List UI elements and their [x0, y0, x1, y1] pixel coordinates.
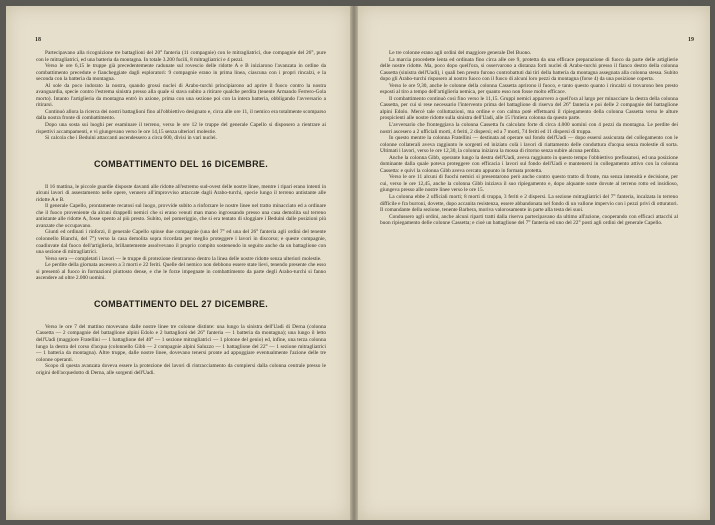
book-gutter — [350, 6, 358, 520]
right-paragraph: Condussero agli ordini, anche alcuni riparti tratti dalla riserva partecipavano da ultimo all'azione, cooperando con efficaci attacchi al buon ripiegamento delle colonne Cassetta; e cioè un battaglione del 7° fanteria ed uno del 22° posti agli ordini del generale Capello. — [380, 213, 678, 227]
left-paragraph: Si calcola che i Beduini attaccanti ascendessero a circa 600, divisi in vari nuclei. — [45, 135, 217, 142]
right-text-column — [380, 50, 678, 227]
section2-paragraph: Scopo di questa avanzata doveva essere la protezione dei lavori di rintracciamento da compiersi dalla colonna centrale presso le origini dell'acquedotto di Derna, alle sorgenti dell'Uadi. — [36, 363, 326, 376]
left-paragraph: Dopo una sosta sui luoghi per esaminare il terreno, verso le ore 12 le truppe del generale Capello si disposero a rientrare ai rispettivi accampamenti, e vi giungevano verso le ore 14,15 senza ulteriori molestie. — [36, 122, 326, 135]
right-paragraph: Verso le ore 9,30, anche le colonne della colonna Cassetta aprirono il fuoco, e tanto questo quanto i rincalzi si trovarono ben presto esposti al tiro a tempo dell'artiglieria nemica, per quanto esso non fosse molto efficace. — [380, 82, 678, 96]
section1-paragraph: Verso sera — completati i lavori — le truppe di protezione rientrarono dentro la linea delle nostre ridotte senza ulteriori molestie. — [45, 255, 322, 262]
section1-paragraph: Il 16 mattina, le piccole guardie disposte davanti alle ridotte all'estremo sud-ovest delle nostre linee, mentre i ripari erano intenti in alcuni lavori di assestamento nelle opere, vennero all'improvviso attaccate dagli Arabo-turchi, specie lungo il terreno antistante alle ridotte A e B. — [36, 183, 326, 203]
right-paragraph: Anche la colonna Gibb, operante lungo la destra dell'Uadi, aveva raggiunto in questo tempo l'obbiettivo prefissatosi, ed una posizione dominante dalla quale poteva proteggere con efficacia i lavori sul fondo dell'Uadi e mantenersi in collegamento attivo con la colonna Cassetta: e quivi la colonna Gibb aveva cercato appunto in formata protetta. — [380, 154, 678, 174]
left-paragraph: Al sole da poco indorato la nostra, quando grossi nuclei di Arabo-turchi principiarono ad aprire il fuoco contro la nostra avanguardia, specie contro l'estrema sinistra presso alla quale si stava subito a ritirare qualche perdita (tenente Armando Ferrero-Gola morto). Intanto l'artiglieria da montagna entrò in azione, prima con una sezione poi con la intera batteria, obbligando l'avversario a ritirarsi. — [36, 82, 326, 109]
left-paragraph: Verso le ore 6,15 le truppe già precedentemente radunate sul rovescio delle ridotte A e B iniziarono l'avanzata in ordine da combattimento precedute e fiancheggiate dagli esploratori: 9 compagnie erano in prima linea, ciascuna con i propri rincalzi, e la seconda con la batteria da montagna. — [36, 63, 326, 83]
section-heading-27-dicembre: COMBATTIMENTO DEL 27 DICEMBRE. — [93, 298, 268, 309]
right-paragraph: Verso le ore 11 alcuni di fuochi nemici si presentarono però anche contro questo tratto di fronte, ma senza intensità e decisione, per cui, verso le ore 12,45, anche la colonna Gibb iniziava il suo ripiegamento e, dopo alquante soste dovute al terreno rotto ed insidioso, giungeva presso alle nostre linee verso le ore 15. — [380, 174, 678, 194]
section2-paragraph: Verso le ore 7 del mattino movevano dalle nostre linee tre colonne distinte: una lungo la sinistra dell'Uadi di Derna (colonna Cassetta — 2 compagnie del battaglione alpini Edolo e 2 battaglioni del 26° fanteria — 1 batteria da montagna); una lungo il letto dell'Uadi (maggiore Fratellini — 1 battaglione del 40° — 1 sezione mitragliatrici — 1 plotone del genio) ed, infine, una terza colonna lungo la destra del corso d'acqua (colonnello Gibb — 2 compagnie alpini Saluzzo — 1 battaglione del 22° — 1 sezione mitragliatrici — 1 batteria da montagna). Altre truppe, dalle nostre linee, dovevano tenersi pronte ad appoggiare eventualmente l'azione delle tre colonne operanti. — [36, 323, 326, 363]
right-paragraph: Il combattimento continuò così fino verso le 11,15. Gruppi nemici apparvero a quell'ora al largo per minacciare la destra della colonna Cassetta, per cui si rese necessario l'intervento prima del battaglione di riserva del 26° fanteria e poi delle 2 compagnie del battaglione alpini Edolo. Mercè tale colluttazioni, ma ordine e con calma potè effettuarsi il ripiegamento della colonna Cassetta verso le alture prospicienti alle nostre ridotte sulla sinistra dell'Uadi, alle 15 l'intiera colonna da questo parte. — [380, 95, 678, 122]
right-paragraph: Le tre colonne erano agli ordini del maggiore generale Del Buono. — [389, 50, 532, 56]
left-text-column — [36, 50, 326, 376]
right-paragraph: La marcia procedette lenta ed ordinata fino circa alle ore 9, protetta da una efficace preparazione di fuoco da parte delle artiglierie delle nostre ridotte. Ma, poco dopo quell'ora, si osservarono a distanza forti nuclei di Arabo-turchi presso il fianco destro della colonna Cassetta (sinistra dell'Uadi), i quali ben presto furono controbattuti dai tiri della batteria da montagna assegnata alla colonna stessa. Subito dopo gli Arabo-turchi risposero al nostro fuoco con il fuoco di alcuni loro pezzi da montagna (forse 4) da una posizione coperta. — [380, 56, 678, 83]
section1-paragraph: Giunti ed ordinati i rinforzi, il generale Capello spinse due compagnie (una del 7° ed una del 26° fanteria agli ordini del tenente colonnello Bianchi, del 7°) verso la casa demolita sopra ricordata per meglio proteggere i lavori in discorso; e queste compagnie, coadiuvate dal fuoco dell'artiglieria, brillantemente assolvevano il proprio compito sostenendo in seguito anche da un battaglione con una sezione di mitragliatrici. — [36, 229, 326, 256]
section1-paragraph: Le perdite della giornata ascesero a 3 morti e 22 feriti. Quelle del nemico non debbono essere state lievi, tenendo presente che esso si presentò al fuoco in formazioni piuttosto dense, e che le forze impegnate in combattimento da parte degli Arabo-turchi si fanno ascendere ad oltre 2.000 uomini. — [36, 262, 326, 282]
left-paragraph: Continuò allora la ricerca dei nostri battaglioni fino all'obbiettivo designato e, circa alle ore 11, il nemico era totalmente scomparso dalla nostra fronte di combattimento. — [36, 108, 326, 122]
left-page-number: 18 — [35, 37, 41, 43]
left-page — [6, 6, 350, 520]
section1-paragraph: Il generale Capello, prontamente recatosi sul luogo, provvide subito a rinforzare le nostre linee nel tratto minacciato ed a ordinare che il fuoco proveniente da alcuni drappelli nemici che si erano venuti man mano ingrossando presso una casa demolita sul terreno antistante alle ridotte A, fosse spento al più presto. Subito, nel pomeriggio, che si era tentato di sloggiare i Beduini dalle posizioni più avanzate che occupavano. — [36, 203, 326, 229]
right-page — [358, 6, 710, 520]
left-paragraph: Partecipavano alla ricognizione tre battaglioni del 20° fanteria (11 compagnie) con le mitragliatrici, due compagnie del 26°, pure con le mitragliatrici, ed una batteria da montagna. In totale 3.200 fucili, 8 mitragliatrici e 4 pezzi. — [36, 50, 326, 63]
right-paragraph: In questo mentre la colonna Fratellini — destinata ad operare sul fondo dell'Uadi — dopo essersi assicurata del collegamento con le colonne collaterali aveva raggiunto le sorgenti ed iniziato colà i lavori di riattamento delle conduttura d'acqua senza molestie di sorta. Ultimati i lavori, verso le ore 12,30, la colonna iniziava la mossa di ritorno senza subire alcuna perdita. — [380, 135, 678, 155]
right-page-number: 19 — [688, 37, 694, 43]
right-paragraph: L'avversario che fronteggiava la colonna Cassetta fu calcolato forte di circa 4.000 uomini con 4 pezzi da montagna. Le perdite dei nostri ascesero a 2 ufficiali morti, 4 feriti, 2 dispersi; ed a 7 morti, 74 feriti ed 11 dispersi di truppa. — [380, 122, 678, 135]
right-paragraph: La colonna ebbe 2 ufficiali morti; 8 morti di truppa, 3 feriti e 2 dispersi. La sezione mitragliatrici del 7° fanteria, incalzata in terreno difficile e fra burroni, dovette, dopo accanita resistenza, essere abbandonata nel fondo di un vallone impervio con i pezzi privi di otturatori. Il comandante della sezione, tenente Barbera, moriva valorosamente in parte alla testa dei suoi. — [380, 194, 678, 214]
section-heading-16-dicembre: COMBATTIMENTO DEL 16 DICEMBRE. — [93, 158, 268, 169]
